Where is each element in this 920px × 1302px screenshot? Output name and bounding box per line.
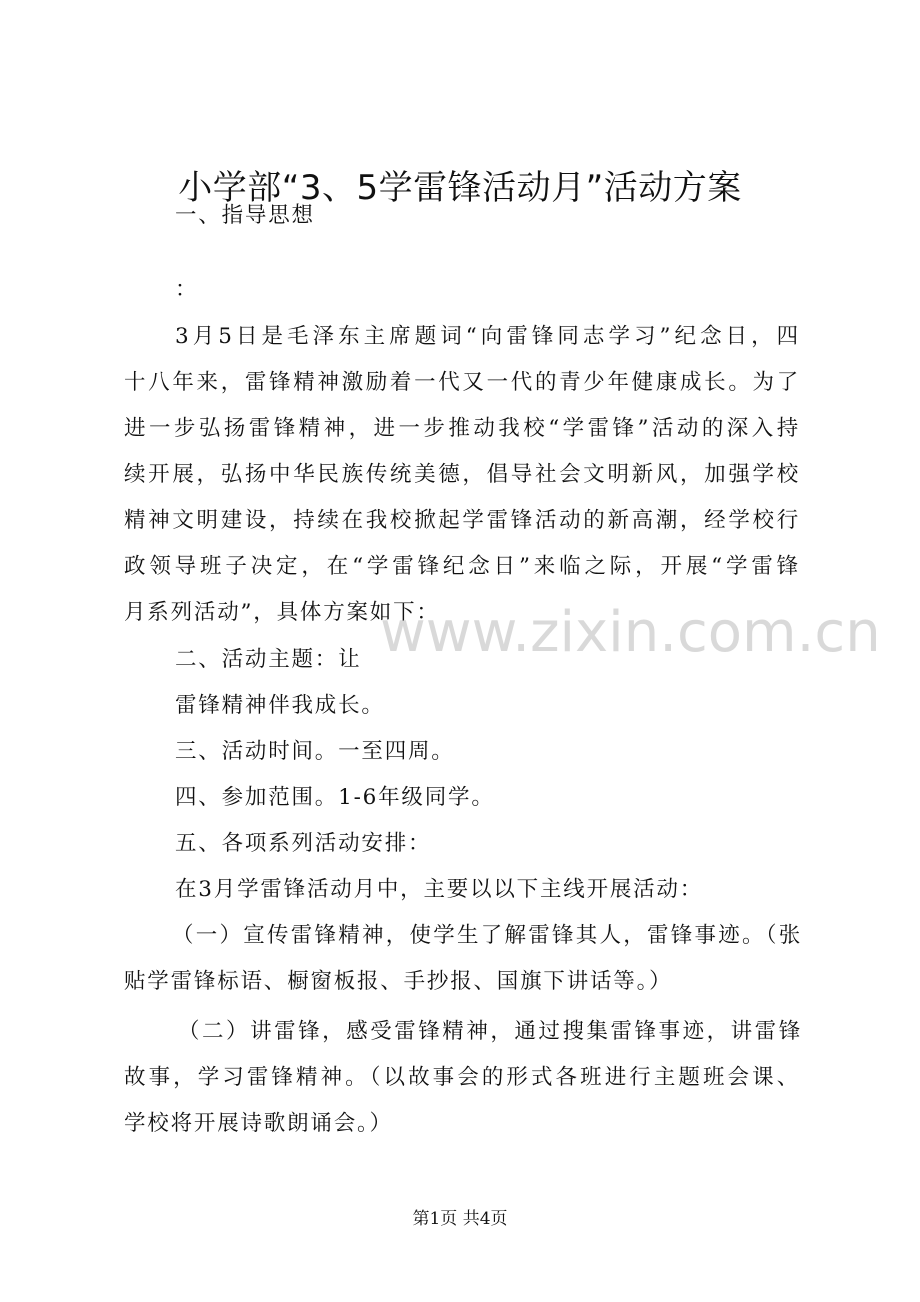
text-theme: 雷锋精神伴我成长。 bbox=[175, 693, 385, 718]
document-title: 小学部“3、5学雷锋活动月”活动方案 bbox=[178, 168, 742, 208]
text-mainline: 在3月学雷锋活动月中，主要以以下主线开展活动： bbox=[175, 877, 704, 902]
text-colon: ： bbox=[175, 277, 199, 302]
paragraph-line: 政领导班子决定，在“学雷锋纪念日”来临之际，开展“学雷锋 bbox=[124, 554, 800, 579]
paragraph-line: 进一步弘扬雷锋精神，进一步推动我校“学雷锋”活动的深入持 bbox=[124, 416, 800, 441]
heading-theme: 二、活动主题：让 bbox=[175, 647, 362, 672]
heading-arrangements: 五、各项系列活动安排： bbox=[175, 831, 432, 856]
paragraph-line: 精神文明建设，持续在我校掀起学雷锋活动的新高潮，经学校行 bbox=[124, 508, 800, 533]
item-two-line: 学校将开展诗歌朗诵会。） bbox=[124, 1111, 393, 1136]
heading-guiding-ideology: 一、指导思想 bbox=[175, 203, 315, 228]
heading-time: 三、活动时间。一至四周。 bbox=[175, 739, 455, 764]
paragraph-line: 续开展，弘扬中华民族传统美德，倡导社会文明新风，加强学校 bbox=[124, 462, 800, 487]
watermark: www.zixin.com.cn bbox=[380, 600, 881, 665]
heading-scope: 四、参加范围。1-6年级同学。 bbox=[175, 785, 495, 810]
item-two-line: （二）讲雷锋，感受雷锋精神，通过搜集雷锋事迹，讲雷锋 bbox=[178, 1019, 802, 1044]
item-one-line: （一）宣传雷锋精神，使学生了解雷锋其人，雷锋事迹。（张 bbox=[172, 923, 802, 948]
item-two-line: 故事，学习雷锋精神。（以故事会的形式各班进行主题班会课、 bbox=[124, 1065, 800, 1090]
page-footer: 第1页 共4页 bbox=[412, 1209, 508, 1229]
paragraph-line: 月系列活动”，具体方案如下： bbox=[124, 600, 440, 625]
paragraph-line: 3月5日是毛泽东主席题词“向雷锋同志学习”纪念日，四 bbox=[175, 324, 800, 349]
item-one-line: 贴学雷锋标语、橱窗板报、手抄报、国旗下讲话等。） bbox=[124, 969, 673, 994]
paragraph-line: 十八年来，雷锋精神激励着一代又一代的青少年健康成长。为了 bbox=[124, 370, 800, 395]
